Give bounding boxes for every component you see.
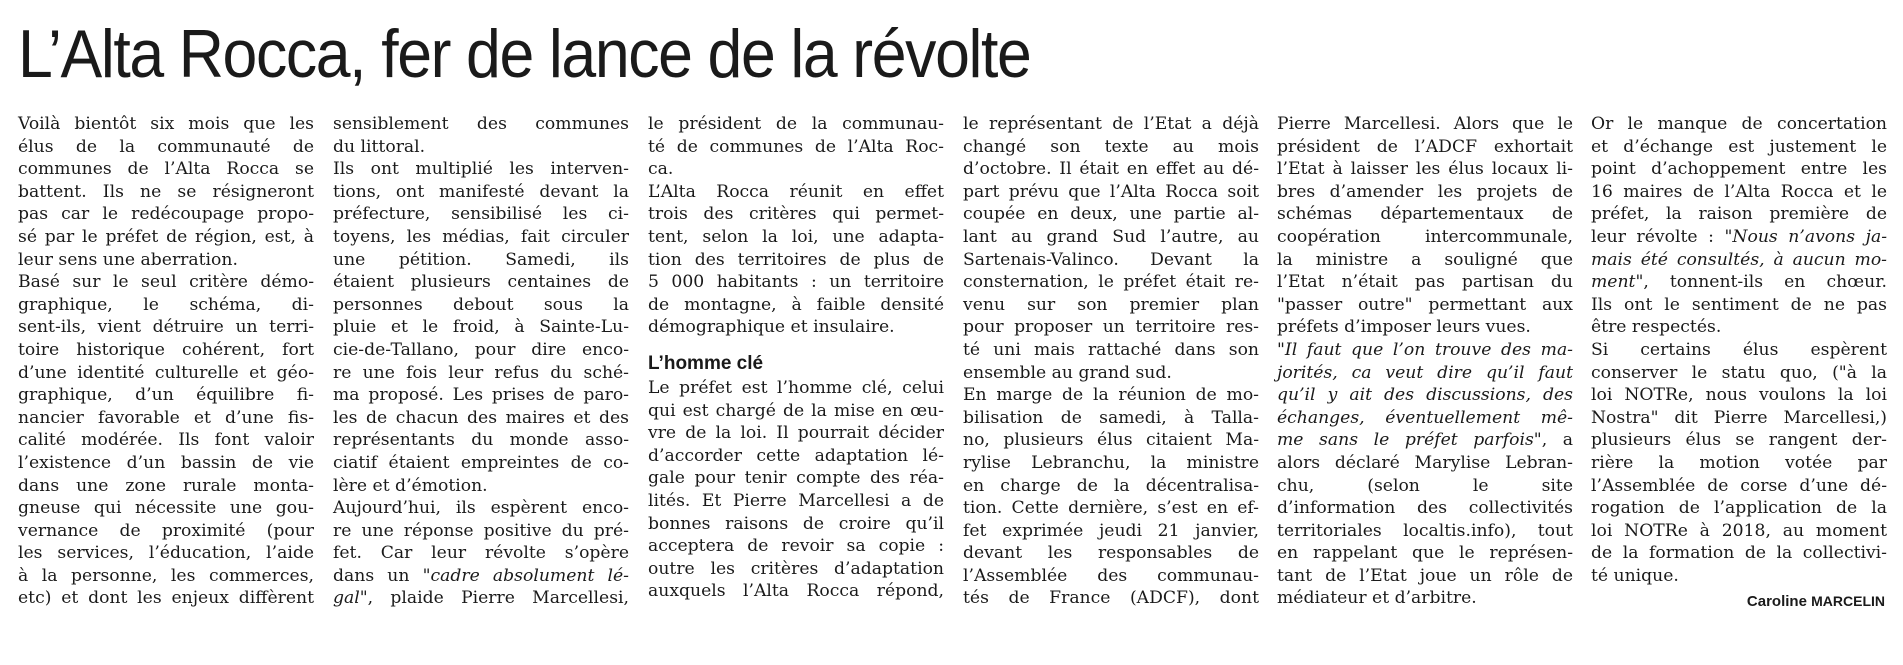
article-text-line: re une réponse positive du pré- — [333, 520, 629, 541]
section-subheading: L’homme clé — [648, 352, 764, 374]
article-text-line: en rappelant que le représen- — [1277, 543, 1573, 564]
article-text-line: Or le manque de concertation — [1591, 114, 1887, 134]
article-text-line: toire historique cohérent, fort — [18, 339, 314, 360]
article-text-line: gal", plaide Pierre Marcellesi, — [333, 588, 629, 609]
article-text-line: 16 maires de l’Alta Rocca et le — [1591, 181, 1887, 202]
article-text-line: ciatif étaient empreintes de co- — [333, 452, 629, 473]
article-column-2 — [333, 113, 629, 610]
article-text-line: re une fois leur refus du sché- — [333, 362, 629, 383]
article-text-line: etc) et dont les enjeux diffèrent — [18, 588, 314, 609]
article-text-line: l’Etat à laisser les élus locaux li- — [1277, 159, 1573, 180]
article-text-line: du littoral. — [333, 136, 426, 157]
article-text-line: alors déclaré Marylise Lebran- — [1277, 452, 1573, 473]
article-text-line: lités. Et Pierre Marcellesi a de — [648, 490, 944, 511]
author-first-name: Caroline — [1746, 593, 1807, 610]
article-text-line: Le préfet est l’homme clé, celui — [648, 377, 944, 398]
article-text-line: tion. Cette dernière, s’est en ef- — [963, 498, 1259, 519]
article-text-line: qu’il y ait des discussions, des — [1277, 385, 1573, 406]
article-text-line: point d’achoppement entre les — [1591, 159, 1887, 180]
article-text-line: consternation, le préfet était re- — [963, 272, 1259, 293]
article-text-line: ma proposé. Les prises de paro- — [333, 385, 629, 406]
article-text-line: jorités, ca veut dire qu’il faut — [1277, 362, 1573, 383]
article-text-line: tés de France (ADCF), dont — [963, 588, 1259, 609]
article-text-line: chu, (selon le site — [1277, 475, 1573, 496]
article-text-line: plusieurs élus se rangent der- — [1591, 430, 1887, 451]
article-text-line: Aujourd’hui, ils espèrent enco- — [333, 498, 629, 519]
article-text-line: mais été consultés, à aucun mo- — [1591, 249, 1887, 270]
article-text-line: la ministre a souligné que — [1277, 249, 1573, 270]
article-text-line: devant les responsables de — [963, 543, 1259, 564]
article-text-line: préfet, la raison première de — [1591, 204, 1887, 225]
article-text-line: à la personne, les commerces, — [18, 565, 314, 586]
article-text-line: nancier favorable et d’une fis- — [18, 407, 314, 428]
article-text-line: ca. — [648, 159, 674, 180]
article-text-line: dans un "cadre absolument lé- — [333, 565, 629, 586]
article-text-line: tions, ont manifesté devant la — [333, 181, 629, 202]
article-column-5 — [1277, 113, 1573, 610]
article-text-line: Basé sur le seul critère démo- — [18, 272, 314, 293]
article-text-line: une pétition. Samedi, ils — [333, 249, 629, 270]
article-text-line: té unique. — [1591, 565, 1679, 586]
article-text-line: communes de l’Alta Rocca se — [18, 159, 314, 180]
article-text-line: Si certains élus espèrent — [1591, 339, 1887, 360]
article-text-line: "Il faut que l’on trouve des ma- — [1277, 339, 1573, 360]
article-text-line: venu sur son premier plan — [963, 294, 1259, 315]
article-text-line: té uni mais rattaché dans son — [963, 339, 1259, 360]
article-text-line: représentants du monde asso- — [333, 430, 629, 451]
article-text-line: no, plusieurs élus citaient Ma- — [963, 430, 1259, 451]
article-text-line: sé par le préfet de région, est, à — [18, 226, 314, 247]
article-text-line: trois des critères qui permet- — [648, 204, 944, 225]
article-text-line: Sartenais-Valinco. Devant la — [963, 249, 1259, 270]
article-text-line: préfecture, sensibilisé les ci- — [333, 204, 629, 225]
article-text-line: qui est chargé de la mise en œu- — [648, 400, 944, 421]
article-text-line: territoriales localtis.info), tout — [1277, 520, 1573, 541]
article-text-line: schémas départementaux de — [1277, 204, 1573, 225]
article-text-line: fet. Car leur révolte s’opère — [333, 543, 629, 564]
article-text-line: Ils ont le sentiment de ne pas — [1591, 294, 1887, 315]
article-text-line: échanges, éventuellement mê- — [1277, 407, 1573, 428]
article-column-4 — [963, 113, 1259, 610]
article-column-3 — [648, 113, 944, 603]
article-text-line: lant au grand Sud l’autre, au — [963, 226, 1259, 247]
article-text-line: acceptera de revoir sa copie : — [648, 536, 944, 557]
article-text-line: auxquels l’Alta Rocca répond, — [648, 581, 944, 602]
article-text-line: gneuse qui nécessite une gou- — [18, 498, 314, 519]
article-text-line: fet exprimée jeudi 21 janvier, — [963, 520, 1259, 541]
article-text-line: cie-de-Tallano, pour dire enco- — [333, 339, 629, 360]
article-text-line: L’Alta Rocca réunit en effet — [648, 181, 944, 202]
article-text-line: ment", tonnent-ils en chœur. — [1591, 272, 1887, 293]
article-text-line: "passer outre" permettant aux — [1277, 294, 1573, 315]
article-text-line: l’Assemblée des communau- — [963, 565, 1259, 586]
article-text-line: gale pour tenir compte des réa- — [648, 468, 944, 489]
article-text-line: d’information des collectivités — [1277, 498, 1573, 519]
article-text-line: lère et d’émotion. — [333, 475, 488, 496]
article-headline: L’Alta Rocca, fer de lance de la révolte — [18, 16, 1031, 92]
article-text-line: tion des territoires de plus de — [648, 249, 944, 270]
article-text-line: coupée en deux, une partie al- — [963, 204, 1259, 225]
article-text-line: les de chacun des maires et des — [333, 407, 629, 428]
article-text-line: me sans le préfet parfois", a — [1277, 430, 1573, 451]
article-text-line: bonnes raisons de croire qu’il — [648, 513, 944, 534]
article-text-line: Nostra" dit Pierre Marcellesi,) — [1591, 407, 1887, 428]
article-text-line: pluie et le froid, à Sainte-Lu- — [333, 317, 629, 338]
article-text-line: conserver le statu quo, ("à la — [1591, 362, 1887, 383]
article-text-line: rogation de l’application de la — [1591, 498, 1887, 519]
article-text-line: coopération intercommunale, — [1277, 226, 1573, 247]
article-text-line: graphique, d’un équilibre fi- — [18, 385, 314, 406]
article-text-line: graphique, le schéma, di- — [18, 294, 314, 315]
article-text-line: pas car le redécoupage propo- — [18, 204, 314, 225]
article-text-line: d’octobre. Il était en effet au dé- — [963, 159, 1259, 180]
article-text-line: té de communes de l’Alta Roc- — [648, 136, 944, 157]
article-column-6 — [1591, 113, 1887, 587]
article-text-line: sensiblement des communes — [333, 114, 629, 134]
article-text-line: étaient plusieurs centaines de — [333, 272, 629, 293]
article-text-line: loi NOTRe, nous voulons la loi — [1591, 385, 1887, 406]
article-text-line: vernance de proximité (pour — [18, 520, 314, 541]
article-text-line: être respectés. — [1591, 317, 1722, 338]
article-text-line: les services, l’éducation, l’aide — [18, 543, 314, 564]
article-text-line: outre les critères d’adaptation — [648, 558, 944, 579]
article-text-line: tent, selon la loi, une adapta- — [648, 226, 944, 247]
article-text-line: et d’échange est justement le — [1591, 136, 1887, 157]
article-text-line: l’existence d’un bassin de vie — [18, 452, 314, 473]
article-text-line: président de l’ADCF exhortait — [1277, 136, 1573, 157]
article-text-line: calité modérée. Ils font valoir — [18, 430, 314, 451]
article-text-line: élus de la communauté de — [18, 136, 314, 157]
article-text-line: toyens, les médias, fait circuler — [333, 226, 629, 247]
article-text-line: en charge de la décentralisa- — [963, 475, 1259, 496]
article-text-line: rière la motion votée par — [1591, 452, 1887, 473]
article-text-line: d’accorder cette adaptation lé- — [648, 445, 944, 466]
article-text-line: rylise Lebranchu, la ministre — [963, 452, 1259, 473]
article-text-line: bres d’amender les projets de — [1277, 181, 1573, 202]
article-text-line: dans une zone rurale monta- — [18, 475, 314, 496]
article-text-line: le représentant de l’Etat a déjà — [963, 114, 1259, 134]
article-text-line: démographique et insulaire. — [648, 317, 895, 338]
article-text-line: ensemble au grand sud. — [963, 362, 1172, 383]
article-text-line: battent. Ils ne se résigneront — [18, 181, 314, 202]
article-text-line: leur sens une aberration. — [18, 249, 238, 270]
article-text-line: changé son texte au mois — [963, 136, 1259, 157]
article-text-line: leur révolte : "Nous n’avons ja- — [1591, 226, 1887, 247]
article-text-line: tant de l’Etat joue un rôle de — [1277, 565, 1573, 586]
article-text-line: bilisation de samedi, à Talla- — [963, 407, 1259, 428]
article-text-line: Voilà bientôt six mois que les — [18, 114, 314, 134]
author-byline — [1747, 593, 1885, 610]
article-text-line: l’Etat n’était pas partisan du — [1277, 272, 1573, 293]
article-text-line: En marge de la réunion de mo- — [963, 385, 1259, 406]
article-text-line: Pierre Marcellesi. Alors que le — [1277, 114, 1573, 134]
article-text-line: part prévu que l’Alta Rocca soit — [963, 181, 1259, 202]
article-text-line: de montagne, à faible densité — [648, 294, 944, 315]
article-text-line: 5 000 habitants : un territoire — [648, 272, 944, 293]
article-text-line: vre de la loi. Il pourrait décider — [648, 423, 944, 444]
author-last-name: MARCELIN — [1811, 593, 1885, 609]
article-text-line: sent-ils, vient détruire un terri- — [18, 317, 314, 338]
article-column-1 — [18, 113, 314, 610]
article-text-line: d’une identité culturelle et géo- — [18, 362, 314, 383]
article-text-line: Ils ont multiplié les interven- — [333, 159, 629, 180]
article-text-line: de la formation de la collectivi- — [1591, 543, 1887, 564]
article-text-line: l’Assemblée de corse d’une dé- — [1591, 475, 1887, 496]
article-text-line: pour proposer un territoire res- — [963, 317, 1259, 338]
article-text-line: médiateur et d’arbitre. — [1277, 588, 1477, 609]
article-text-line: loi NOTRe à 2018, au moment — [1591, 520, 1887, 541]
article-text-line: le président de la communau- — [648, 114, 944, 134]
article-text-line: préfets d’imposer leurs vues. — [1277, 317, 1531, 338]
article-text-line: personnes debout sous la — [333, 294, 629, 315]
